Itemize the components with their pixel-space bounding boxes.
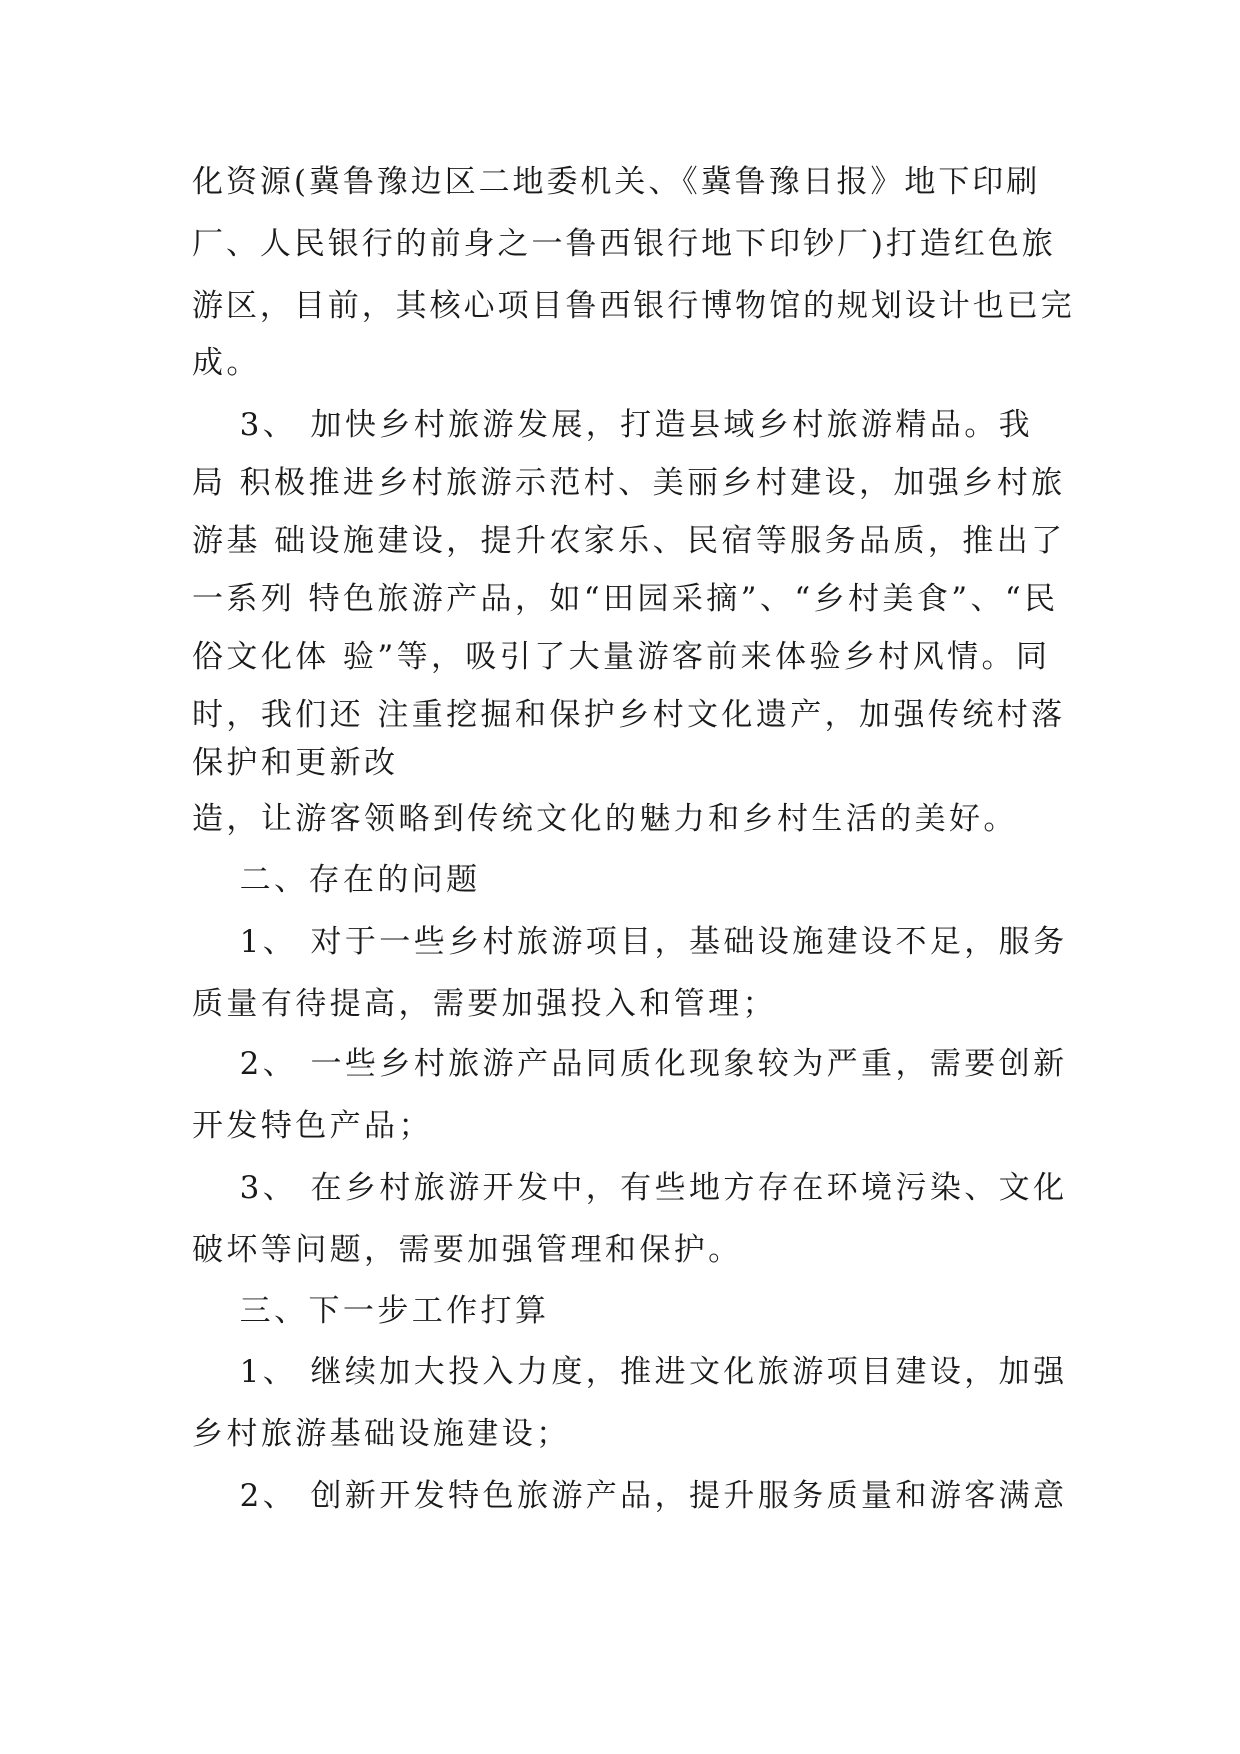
text-line: 2、 创新开发特色旅游产品，提升服务质量和游客满意 [192,1478,1068,1514]
text-line: 厂、人民银行的前身之一鲁西银行地下印钞厂)打造红色旅 [192,226,1056,262]
section-heading: 三、下一步工作打算 [192,1293,550,1329]
text-line: 保护和更新改 [192,745,399,781]
text-line: 造，让游客领略到传统文化的魅力和乡村生活的美好。 [192,801,1018,837]
text-line: 游基 础设施建设，提升农家乐、民宿等服务品质，推出了 [192,523,1066,559]
section-heading: 二、存在的问题 [192,862,481,898]
text-line: 质量有待提高，需要加强投入和管理； [192,986,777,1022]
text-line: 一系列 特色旅游产品，如“田园采摘”、“乡村美食”、“民 [192,581,1059,617]
text-line: 时，我们还 注重挖掘和保护乡村文化遗产，加强传统村落 [192,697,1066,733]
text-line: 乡村旅游基础设施建设； [192,1416,571,1452]
text-line: 3、 在乡村旅游开发中，有些地方存在环境污染、文化 [192,1170,1068,1206]
text-line: 2、 一些乡村旅游产品同质化现象较为严重，需要创新 [192,1046,1068,1082]
text-line: 化资源(冀鲁豫边区二地委机关、《冀鲁豫日报》地下印刷 [192,164,1041,200]
text-line: 游区，目前，其核心项目鲁西银行博物馆的规划设计也已完 [192,288,1075,324]
text-line: 局 积极推进乡村旅游示范村、美丽乡村建设，加强乡村旅 [192,465,1066,501]
text-line: 1、 对于一些乡村旅游项目，基础设施建设不足，服务 [192,924,1068,960]
text-line: 3、 加快乡村旅游发展，打造县域乡村旅游精品。我 [192,407,1034,443]
text-line: 开发特色产品； [192,1108,433,1144]
text-line: 成。 [192,345,261,381]
text-line: 俗文化体 验”等，吸引了大量游客前来体验乡村风情。同 [192,639,1051,675]
text-line: 1、 继续加大投入力度，推进文化旅游项目建设，加强 [192,1354,1068,1390]
text-line: 破坏等问题，需要加强管理和保护。 [192,1232,743,1268]
